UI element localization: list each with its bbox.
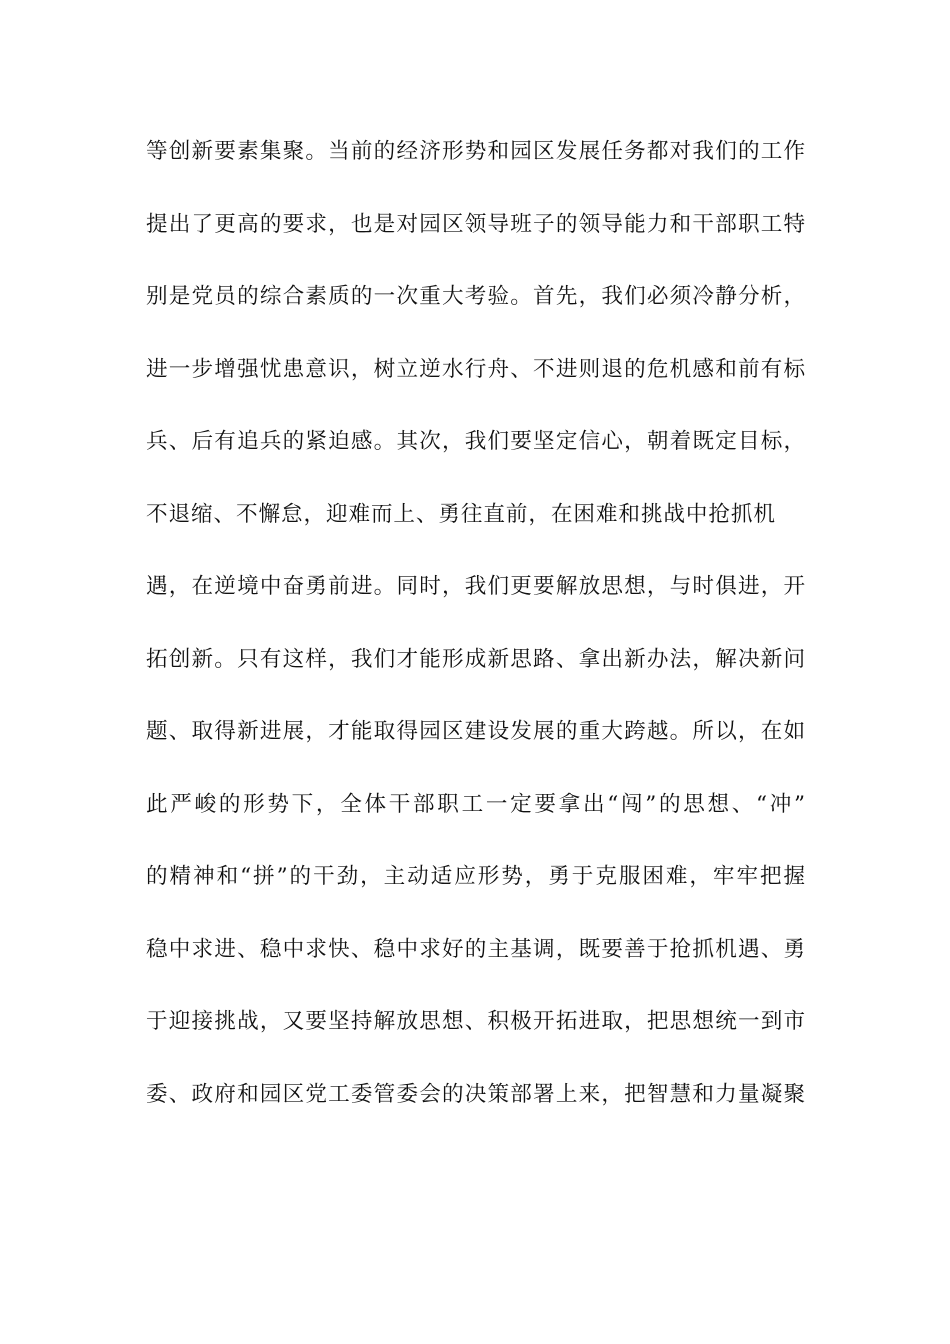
text-line: 委、政府和园区党工委管委会的决策部署上来，把智慧和力量凝聚: [146, 1081, 806, 1107]
text-line: 稳中求进、稳中求快、稳中求好的主基调，既要善于抢抓机遇、勇: [146, 936, 806, 962]
text-line: 不退缩、不懈怠，迎难而上、勇往直前，在困难和挑战中抢抓机: [146, 501, 776, 527]
text-line: 兵、后有追兵的紧迫感。其次，我们要坚定信心，朝着既定目标，: [146, 429, 806, 454]
text-line: 等创新要素集聚。当前的经济形势和园区发展任务都对我们的工作: [146, 139, 806, 164]
text-line: 提出了更高的要求，也是对园区领导班子的领导能力和干部职工特: [146, 211, 806, 237]
text-line: 别是党员的综合素质的一次重大考验。首先，我们必须冷静分析，: [146, 284, 806, 309]
text-line: 进一步增强忧患意识，树立逆水行舟、不进则退的危机感和前有标: [146, 356, 806, 382]
text-line: 此严峻的形势下，全体干部职工一定要拿出“闯”的思想、“冲”: [146, 791, 806, 817]
text-line: 拓创新。只有这样，我们才能形成新思路、拿出新办法，解决新问: [146, 646, 806, 672]
text-line: 的精神和“拼”的干劲，主动适应形势，勇于克服困难，牢牢把握: [146, 864, 806, 889]
body-text: [146, 132, 806, 1147]
text-line: 于迎接挑战，又要坚持解放思想、积极开拓进取，把思想统一到市: [146, 1009, 806, 1034]
text-line: 遇，在逆境中奋勇前进。同时，我们更要解放思想，与时俱进，开: [146, 574, 806, 599]
text-line: 题、取得新进展，才能取得园区建设发展的重大跨越。所以，在如: [146, 719, 806, 744]
